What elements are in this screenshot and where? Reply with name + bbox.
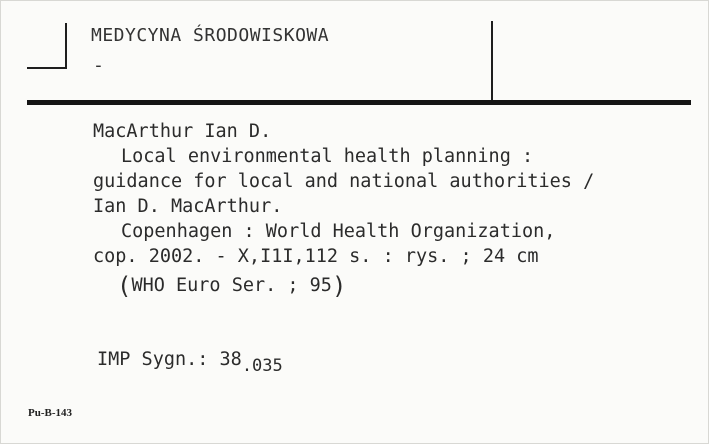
footer-code: Pu-B-143 [28, 407, 72, 419]
author-line: MacArthur Ian D. [93, 121, 272, 142]
subject-heading: MEDYCYNA ŚRODOWISKOWA [91, 25, 330, 46]
series-open-paren: ( [117, 272, 132, 300]
series-statement [117, 271, 347, 300]
series-close-paren: ) [331, 272, 347, 300]
call-number-sub: .035 [241, 356, 283, 376]
call-number-label: IMP Sygn.: [97, 349, 209, 370]
imprint-line-2: cop. 2002. - X,I1I,112 s. : rys. ; 24 cm [93, 246, 539, 267]
corner-mark-horizontal [27, 67, 67, 69]
corner-mark-vertical [65, 23, 67, 69]
header-rule [27, 100, 691, 105]
series-text: WHO Euro Ser. ; 95 [131, 275, 332, 296]
title-line-2: guidance for local and national authorities / [93, 171, 595, 192]
title-line-3: Ian D. MacArthur. [93, 196, 283, 217]
header-divider-vertical [491, 21, 493, 101]
subject-subheading: - [93, 55, 104, 76]
title-line-1: Local environmental health planning : [121, 146, 534, 167]
call-number-line [97, 349, 283, 376]
call-number-main: 38 [219, 349, 242, 370]
imprint-line-1: Copenhagen : World Health Organization, [121, 221, 556, 242]
